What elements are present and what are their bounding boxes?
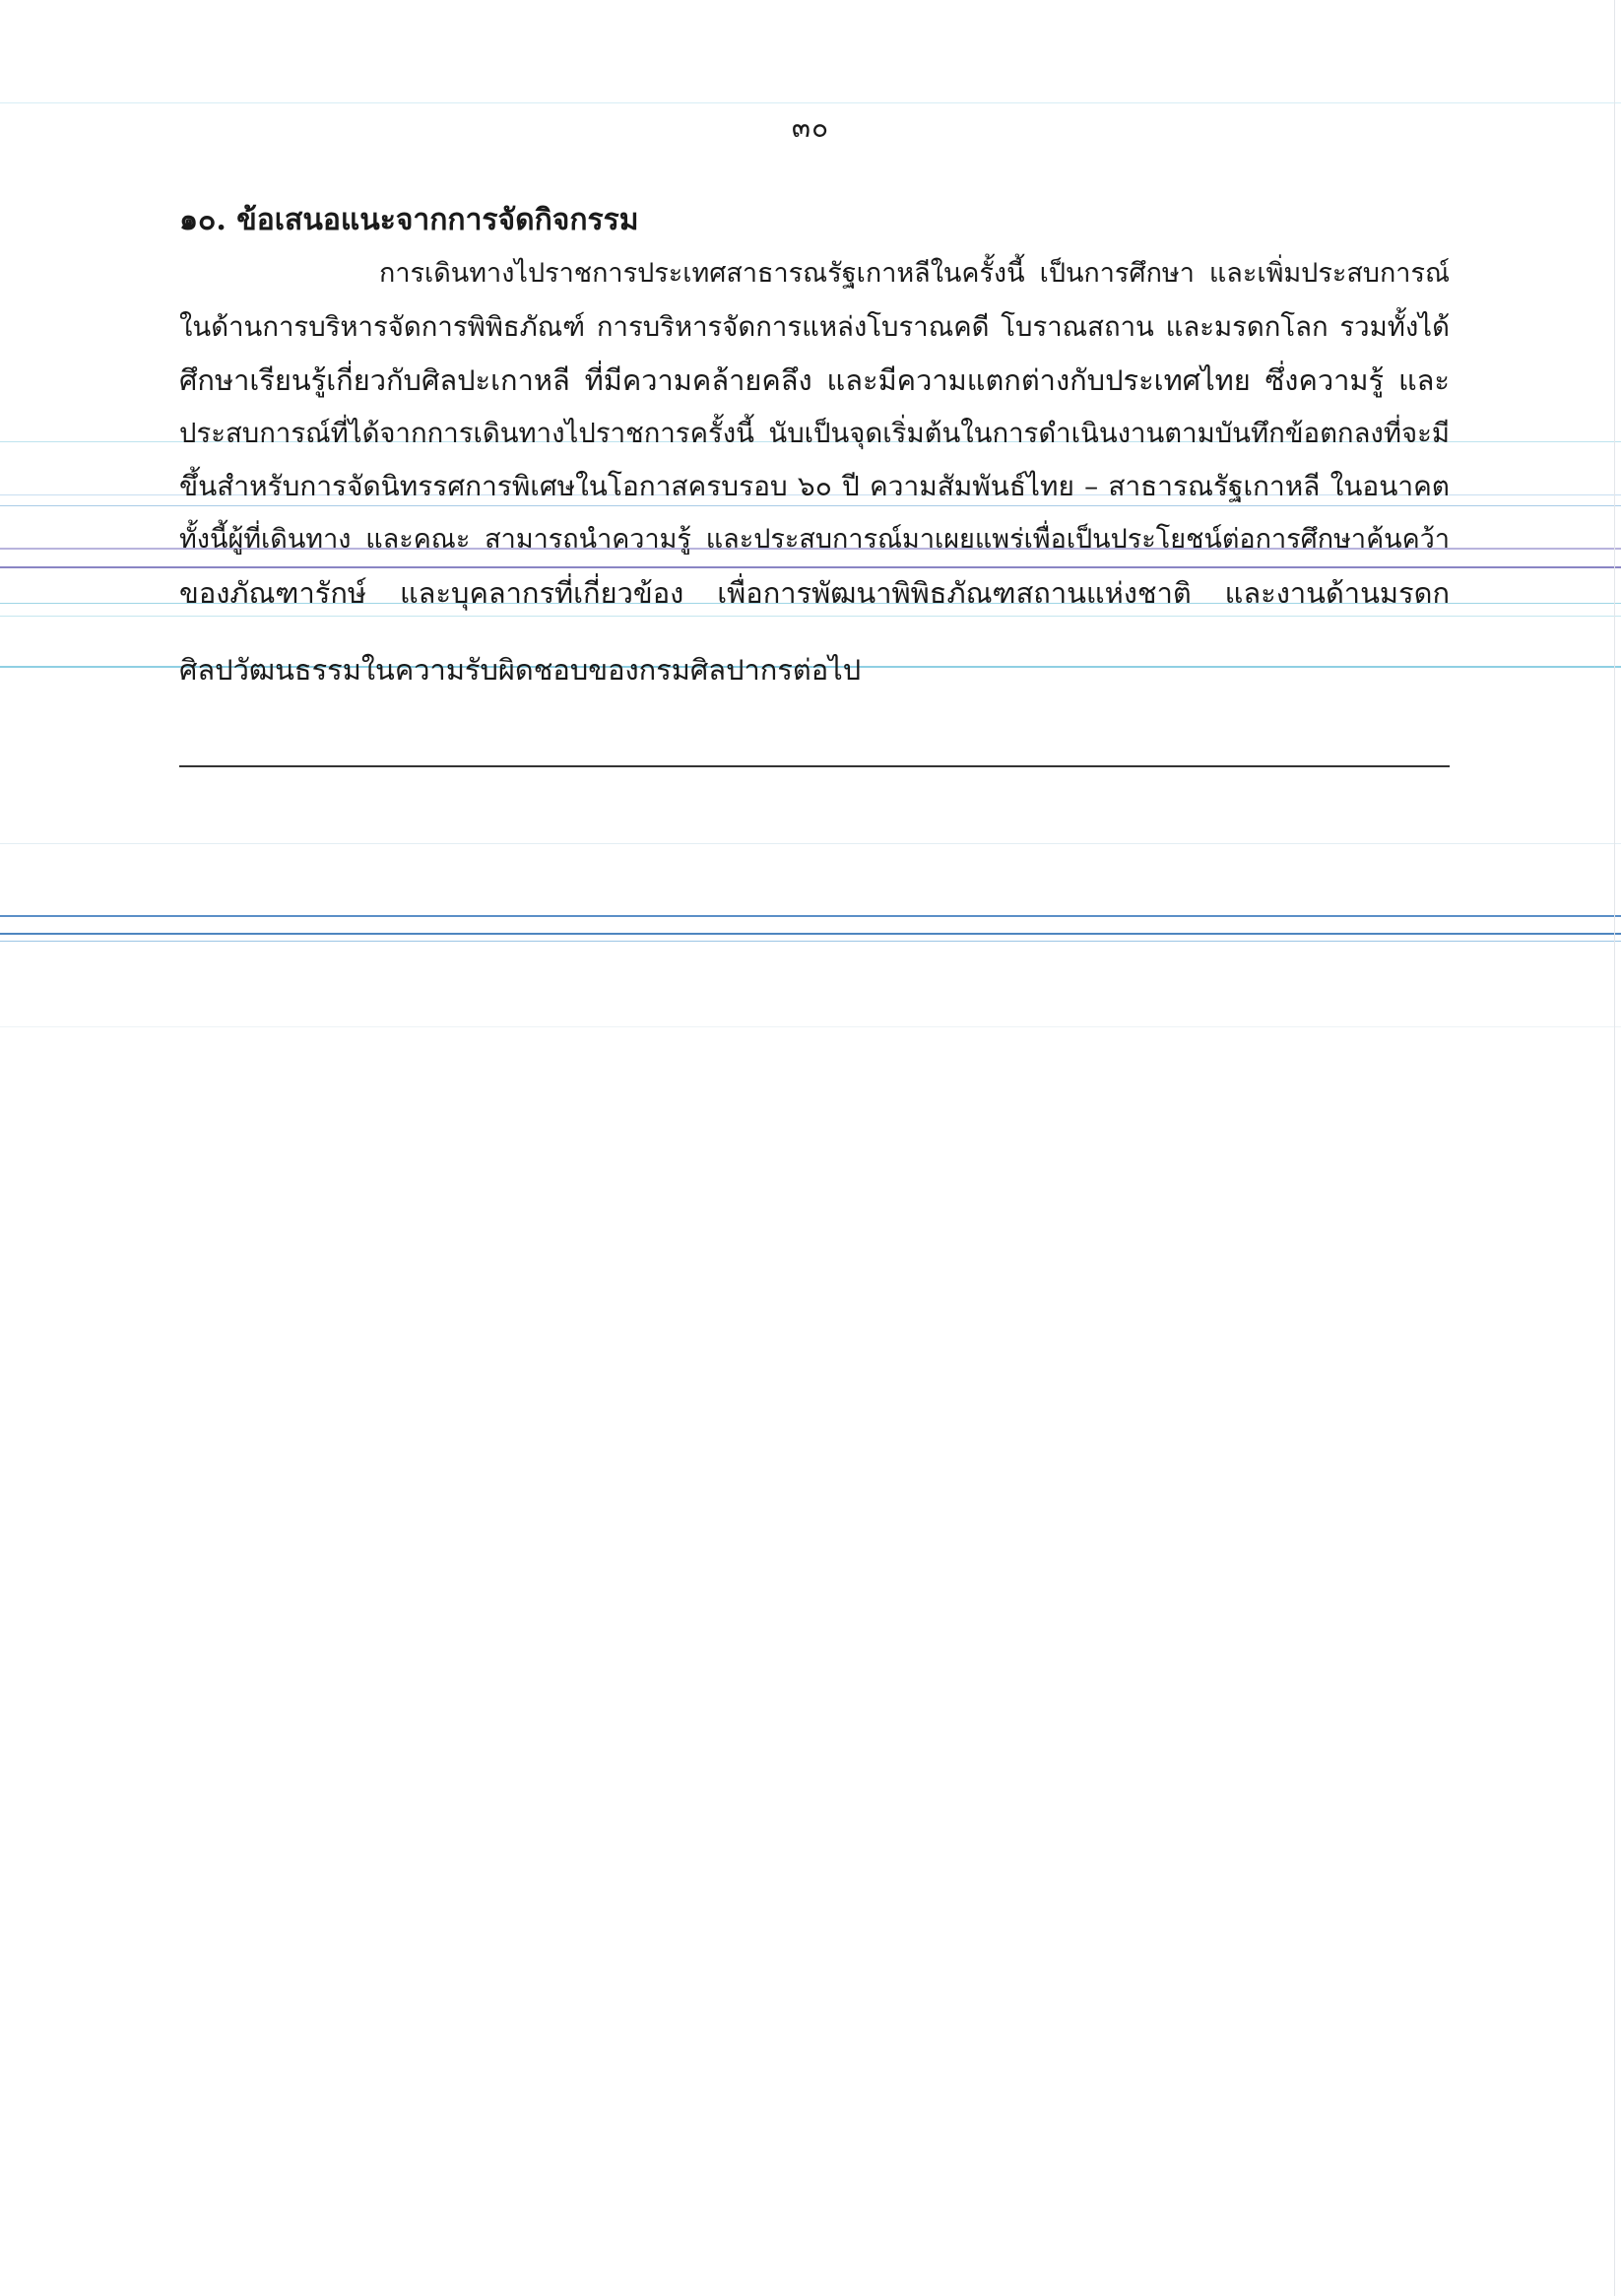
paragraph-line: ศิลปวัฒนธรรมในความรับผิดชอบของกรมศิลปากรต่อไป — [179, 653, 862, 687]
paragraph-line: ศึกษาเรียนรู้เกี่ยวกับศิลปะเกาหลี ที่มีความคล้ายคลึง และมีความแตกต่างกับประเทศไทย ซึ่งความรู้ และ — [179, 363, 1450, 397]
scan-artifact-line — [0, 566, 1621, 568]
paragraph-line: ของภัณฑารักษ์ และบุคลากรที่เกี่ยวข้อง เพื่อการพัฒนาพิพิธภัณฑสถานแห่งชาติ และงานด้านมรดก — [179, 576, 1450, 610]
scan-artifact-line — [0, 1026, 1621, 1027]
paragraph-line: ประสบการณ์ที่ได้จากการเดินทางไปราชการครั้งนี้ นับเป็นจุดเริ่มต้นในการดำเนินงานตามบันทึกข้อตกลงที่จะมี — [179, 418, 1450, 449]
paragraph-line: การเดินทางไปราชการประเทศสาธารณรัฐเกาหลีในครั้งนี้ เป็นการศึกษา และเพิ่มประสบการณ์ — [379, 258, 1450, 289]
horizontal-rule — [179, 765, 1450, 767]
scan-artifact-line — [0, 933, 1621, 935]
scan-artifact-line — [0, 843, 1621, 844]
section-heading: ๑๐. ข้อเสนอแนะจากการจัดกิจกรรม — [179, 203, 639, 237]
paragraph-line: ในด้านการบริหารจัดการพิพิธภัณฑ์ การบริหารจัดการแหล่งโบราณคดี โบราณสถาน และมรดกโลก รวมทั้งได้ — [179, 311, 1450, 343]
scan-artifact-line — [0, 941, 1621, 942]
scan-artifact-line — [0, 102, 1621, 103]
scan-artifact-line — [0, 616, 1621, 617]
scan-artifact-line — [0, 915, 1621, 917]
page-edge — [1614, 0, 1615, 2296]
paragraph-line: ทั้งนี้ผู้ที่เดินทาง และคณะ สามารถนำความรู้ และประสบการณ์มาเผยแพร่เพื่อเป็นประโยชน์ต่อการศึกษาค้นคว้า — [179, 524, 1450, 555]
page-number: ๓๐ — [791, 111, 830, 144]
paragraph-line: ขึ้นสำหรับการจัดนิทรรศการพิเศษในโอกาสครบรอบ ๖๐ ปี ความสัมพันธ์ไทย – สาธารณรัฐเกาหลี ในอนาคต — [179, 470, 1450, 502]
